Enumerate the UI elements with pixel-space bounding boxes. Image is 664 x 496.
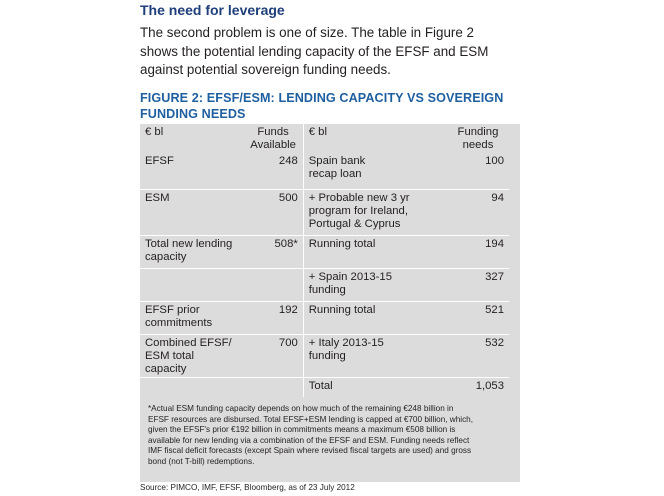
table-row <box>140 334 509 377</box>
cell-line: Running total <box>308 303 376 316</box>
figure-title-line: FIGURE 2: EFSF/ESM: LENDING CAPACITY VS SOVEREIGN <box>140 91 504 105</box>
right-value-cell: 94 <box>491 191 504 204</box>
left-label-cell <box>140 268 243 301</box>
table-row <box>140 235 509 268</box>
right-value-cell: 327 <box>485 270 504 283</box>
body-paragraph <box>140 24 520 80</box>
left-label-cell <box>140 334 243 377</box>
footnote-line: bond (not T-bill) redemptions. <box>148 456 255 466</box>
header-text-line: needs <box>462 139 494 151</box>
cell-line: + Spain 2013-15 <box>308 270 392 283</box>
cell-line: funding <box>308 349 346 362</box>
left-label-cell <box>140 377 243 397</box>
table-row <box>140 301 509 334</box>
source-note: Source: PIMCO, IMF, EFSF, Bloomberg, as of 23 July 2012 <box>140 483 355 492</box>
left-label-cell <box>140 301 243 334</box>
header-left-label: € bl <box>145 126 164 138</box>
left-label-cell <box>140 235 243 268</box>
cell-line: + Italy 2013-15 <box>308 336 384 349</box>
right-label-cell <box>303 189 447 235</box>
cell-line: program for Ireland, <box>308 204 408 217</box>
cell-line: Combined EFSF/ <box>145 336 232 349</box>
right-label-cell <box>303 377 447 397</box>
right-label-cell <box>303 235 447 268</box>
right-label-cell <box>303 334 447 377</box>
figure-title-line: FUNDING NEEDS <box>140 106 246 121</box>
left-value-cell: 192 <box>278 303 298 316</box>
cell-line: ESM total capacity <box>145 349 194 375</box>
cell-line: Running total <box>308 237 376 250</box>
header-right-label: € bl <box>303 124 447 153</box>
right-value-cell: 532 <box>485 336 504 349</box>
cell-line: Spain bank <box>308 155 366 167</box>
left-value-cell: 700 <box>278 336 298 349</box>
cell-line: ESM <box>145 191 170 204</box>
footnote-line: IMF fiscal deficit forecasts (except Spain where revised fiscal targets are used) and gross <box>148 446 472 456</box>
right-value-cell: 100 <box>485 155 504 167</box>
footnote-line: EFSF resources are disbursed. Total EFSF+ESM lending is capped at €700 billion, which, <box>148 414 474 424</box>
header-funds-available <box>243 124 303 153</box>
lending-capacity-table <box>140 124 509 397</box>
right-value-cell: 194 <box>485 237 504 250</box>
footnote-line: *Actual ESM funding capacity depends on how much of the remaining €248 billion in <box>148 404 454 413</box>
header-funding-needs <box>447 124 509 153</box>
left-value-cell: 508* <box>274 237 298 250</box>
table-row <box>140 377 509 397</box>
right-label-cell <box>303 301 447 334</box>
footnote-line: given the EFSF's prior €192 billion in commitments means a maximum €508 billion is <box>148 425 456 435</box>
left-value-cell <box>243 268 303 301</box>
body-line: against potential sovereign funding needs. <box>140 62 391 78</box>
left-label-cell <box>140 189 243 235</box>
body-line: The second problem is one of size. The table in Figure 2 <box>140 25 474 40</box>
header-text-line: Funds <box>257 126 289 138</box>
right-label-cell <box>303 268 447 301</box>
header-text-line: Available <box>250 139 296 151</box>
cell-line: commitments <box>145 316 213 329</box>
cell-line: EFSF <box>145 155 174 167</box>
cell-line: funding <box>308 283 346 296</box>
cell-line: capacity <box>145 250 187 263</box>
cell-line: Total new lending <box>145 237 233 250</box>
cell-line: + Probable new 3 yr <box>308 191 410 204</box>
body-line: shows the potential lending capacity of the EFSF and ESM <box>140 43 489 59</box>
footnote-line: available for new lending via a combination of the EFSF and ESM. Funding needs reflect <box>148 435 470 445</box>
right-value-cell: 1,053 <box>475 379 504 392</box>
right-label-cell <box>303 153 447 189</box>
left-value-cell: 248 <box>278 155 298 167</box>
table-row <box>140 189 509 235</box>
table-header-row <box>140 124 509 153</box>
header-text-line: Funding <box>457 126 499 138</box>
section-heading: The need for leverage <box>140 2 285 18</box>
right-value-cell: 521 <box>485 303 504 316</box>
cell-line: Total <box>308 379 333 392</box>
table-row <box>140 153 509 189</box>
table-footnote <box>148 404 504 468</box>
left-value-cell <box>243 377 303 397</box>
figure-panel <box>140 124 520 482</box>
figure-title <box>140 91 520 122</box>
left-label-cell <box>140 153 243 189</box>
left-value-cell: 500 <box>278 191 298 204</box>
cell-line: recap loan <box>308 168 362 180</box>
cell-line: Portugal & Cyprus <box>308 217 401 230</box>
cell-line: EFSF prior <box>145 303 200 316</box>
table-row <box>140 268 509 301</box>
